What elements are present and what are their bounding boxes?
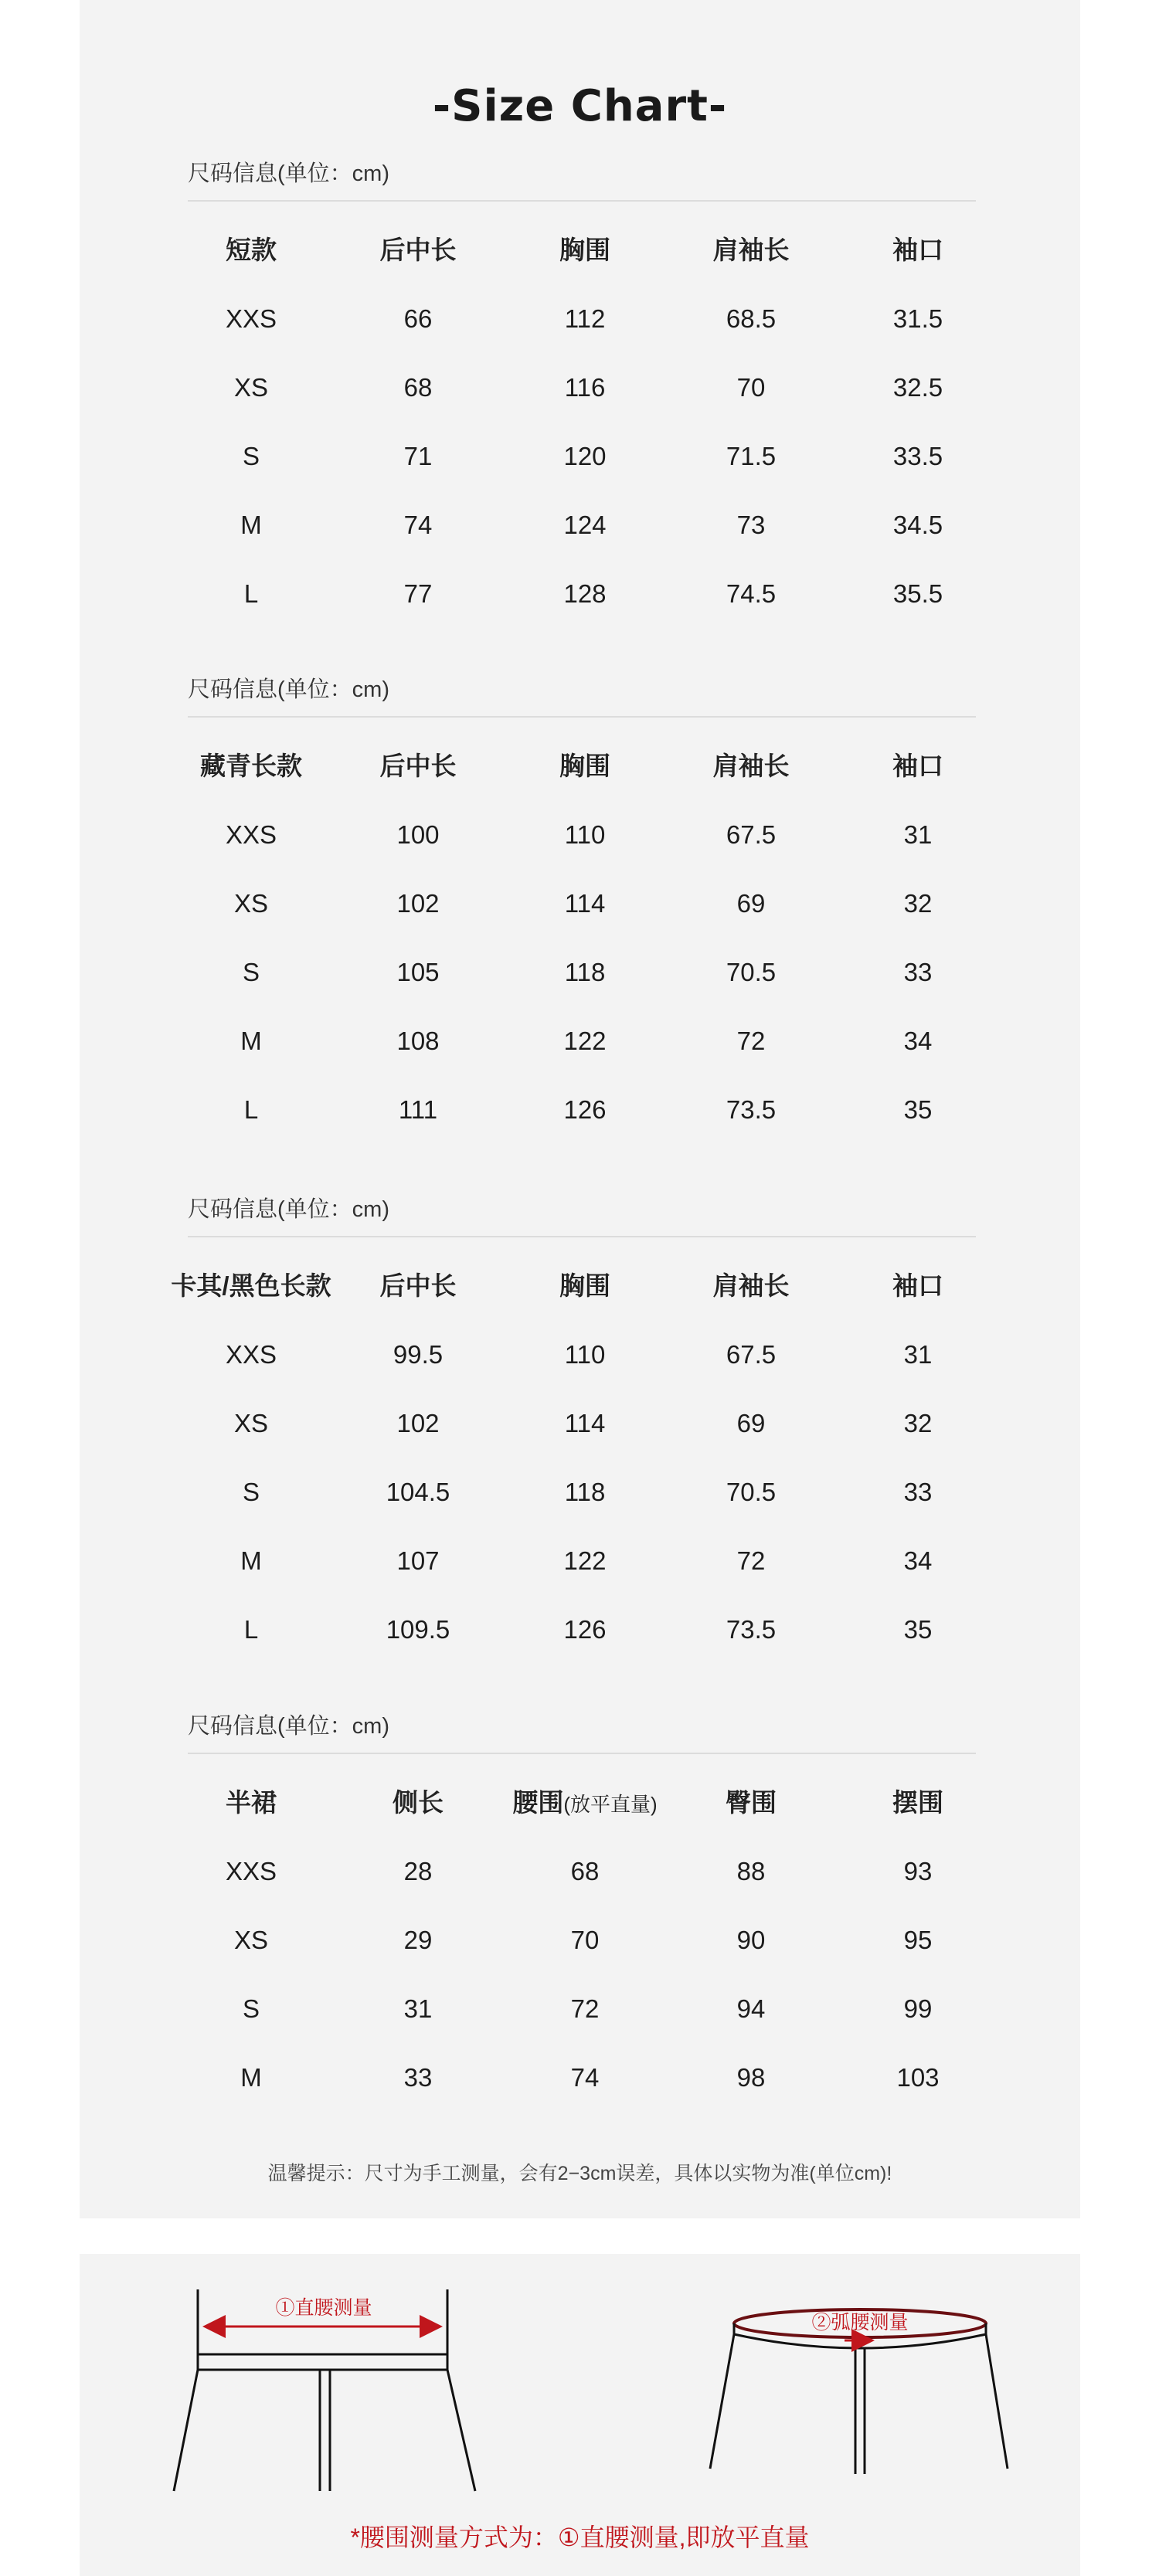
measurement-cell: 32: [903, 1409, 933, 1437]
column-header: [325, 1271, 511, 1302]
column-header: [158, 1271, 344, 1302]
measurement-cell: 67.5: [726, 1340, 777, 1369]
measurement-cell: 33: [403, 2063, 433, 2092]
column-header-label: 卡其/黑色长款: [171, 1271, 331, 1300]
column-header: [325, 1787, 511, 1818]
table-row: [80, 510, 1080, 579]
measurement-cell: 95: [903, 1926, 933, 1954]
size-label-cell: M: [240, 511, 262, 539]
column-header: [158, 751, 344, 782]
measurement-cell: 72: [736, 1546, 766, 1575]
column-header: [492, 235, 678, 266]
measurement-cell: 88: [736, 1857, 766, 1885]
column-header-note: (放平直量): [563, 1793, 658, 1816]
size-label-cell: XS: [233, 889, 269, 918]
size-label-cell: XS: [233, 373, 269, 402]
size-label-cell: XS: [233, 1409, 269, 1437]
table-row: [80, 820, 1080, 888]
measurement-cell: 73.5: [726, 1615, 777, 1644]
table-row: [80, 1994, 1080, 2062]
measurement-cell: 90: [736, 1926, 766, 1954]
column-header-label: 肩袖长: [712, 1271, 790, 1300]
measurement-cell: 126: [563, 1615, 607, 1644]
column-header: [825, 751, 1011, 782]
table-row: [80, 1339, 1080, 1408]
measurement-cell: 94: [736, 1994, 766, 2023]
measurement-cell: 128: [563, 579, 607, 608]
measurement-cell: 73.5: [726, 1095, 777, 1124]
measurement-cell: 31: [403, 1994, 433, 2023]
measurement-cell: 74.5: [726, 579, 777, 608]
measurement-cell: 35.5: [892, 579, 943, 608]
measurement-cell: 34: [903, 1027, 933, 1055]
measurement-cell: 35: [903, 1095, 933, 1124]
unit-label: 尺码信息(单位：cm): [188, 1197, 389, 1222]
measurement-cell: 74: [570, 2063, 600, 2092]
size-label-cell: S: [242, 958, 260, 986]
table-row: [80, 1546, 1080, 1614]
measurement-cell: 98: [736, 2063, 766, 2092]
measurement-cell: 114: [564, 1409, 606, 1437]
column-header: [492, 1271, 678, 1302]
measurement-note: 温馨提示：尺寸为手工测量，会有2−3cm误差，具体以实物为准(单位cm)!: [267, 2163, 892, 2184]
measurement-cell: 104.5: [386, 1478, 450, 1506]
measurement-cell: 110: [564, 1340, 606, 1369]
page-title: -Size Chart-: [432, 81, 728, 131]
table-row: [80, 1095, 1080, 1163]
table-row: [80, 1614, 1080, 1683]
column-header-label: 侧长: [393, 1788, 444, 1817]
measurement-cell: 72: [570, 1994, 600, 2023]
measurement-cell: 116: [564, 373, 606, 402]
size-label-cell: M: [240, 1546, 262, 1575]
size-label-cell: L: [243, 1615, 259, 1644]
table-row: [80, 1856, 1080, 1925]
measurement-cell: 102: [396, 889, 440, 918]
measurement-cell: 71.5: [726, 442, 777, 470]
measurement-cell: 34: [903, 1546, 933, 1575]
table-header-row: [80, 235, 1080, 304]
size-label-cell: L: [243, 579, 259, 608]
measurement-cell: 99.5: [393, 1340, 444, 1369]
waist-method-note: *腰围测量方式为：①直腰测量,即放平直量: [350, 2523, 810, 2551]
table-row: [80, 304, 1080, 372]
measurement-cell: 31: [903, 1340, 933, 1369]
size-label-cell: XXS: [225, 1340, 277, 1369]
measurement-cell: 74: [403, 511, 433, 539]
table-header-row: [80, 1271, 1080, 1339]
measurement-cell: 118: [564, 958, 606, 986]
unit-label: 尺码信息(单位：cm): [188, 677, 389, 702]
column-header-label: 肩袖长: [712, 752, 790, 780]
measurement-cell: 110: [564, 820, 606, 849]
measurement-cell: 70: [736, 373, 766, 402]
table-row: [80, 1477, 1080, 1546]
measurement-cell: 31.5: [892, 304, 943, 333]
measurement-cell: 105: [396, 958, 440, 986]
measurement-cell: 67.5: [726, 820, 777, 849]
table-row: [80, 888, 1080, 957]
size-label-cell: S: [242, 1994, 260, 2023]
measurement-cell: 118: [564, 1478, 606, 1506]
size-label-cell: M: [240, 1027, 262, 1055]
unit-label: 尺码信息(单位：cm): [188, 1714, 389, 1739]
measurement-cell: 112: [564, 304, 606, 333]
measurement-cell: 77: [403, 579, 433, 608]
table-row: [80, 441, 1080, 510]
column-header-label: 袖口: [892, 1271, 943, 1300]
measurement-cell: 32.5: [892, 373, 943, 402]
column-header: [658, 235, 844, 266]
size-table: [80, 1787, 1080, 2131]
column-header: [158, 1787, 344, 1818]
waist-measurement-diagram: [80, 2254, 1080, 2576]
column-header-label: 袖口: [892, 236, 943, 264]
table-header-row: [80, 1787, 1080, 1856]
measurement-cell: 100: [396, 820, 440, 849]
section-divider: [188, 716, 976, 718]
size-label-cell: S: [242, 442, 260, 470]
table-row: [80, 1026, 1080, 1095]
measurement-cell: 70.5: [726, 1478, 777, 1506]
size-label-cell: XS: [233, 1926, 269, 1954]
column-header: [658, 1271, 844, 1302]
table-row: [80, 957, 1080, 1026]
column-header-label: 胸围: [559, 1271, 610, 1300]
size-label-cell: XXS: [225, 820, 277, 849]
measurement-cell: 111: [398, 1095, 438, 1124]
curved-skirt-figure: [710, 2310, 1008, 2474]
measurement-cell: 73: [736, 511, 766, 539]
size-table: [80, 751, 1080, 1163]
column-header-label: 臀围: [726, 1788, 777, 1817]
column-header: [658, 751, 844, 782]
column-header-label: 藏青长款: [200, 752, 302, 780]
measurement-cell: 69: [736, 1409, 766, 1437]
column-header-label: 肩袖长: [712, 236, 790, 264]
table-row: [80, 372, 1080, 441]
measurement-cell: 68: [570, 1857, 600, 1885]
measurement-cell: 93: [903, 1857, 933, 1885]
measurement-cell: 70: [570, 1926, 600, 1954]
measurement-cell: 120: [563, 442, 607, 470]
measurement-cell: 33: [903, 1478, 933, 1506]
measurement-cell: 31: [903, 820, 933, 849]
section-divider: [188, 200, 976, 202]
column-header-label: 后中长: [379, 236, 457, 264]
size-table: [80, 235, 1080, 647]
measurement-cell: 66: [403, 304, 433, 333]
measurement-cell: 32: [903, 889, 933, 918]
measurement-cell: 69: [736, 889, 766, 918]
column-header: [158, 235, 344, 266]
column-header-label: 胸围: [559, 752, 610, 780]
measurement-cell: 107: [396, 1546, 440, 1575]
measurement-cell: 109.5: [386, 1615, 450, 1644]
measurement-cell: 122: [563, 1027, 607, 1055]
column-header: [492, 1787, 678, 1820]
measurement-cell: 68.5: [726, 304, 777, 333]
measurement-cell: 70.5: [726, 958, 777, 986]
column-header: [492, 751, 678, 782]
measurement-cell: 102: [396, 1409, 440, 1437]
column-header: [825, 235, 1011, 266]
column-header: [325, 751, 511, 782]
measurement-cell: 33: [903, 958, 933, 986]
measurement-cell: 71: [403, 442, 433, 470]
column-header: [325, 235, 511, 266]
measurement-cell: 126: [563, 1095, 607, 1124]
table-row: [80, 579, 1080, 647]
table-row: [80, 1925, 1080, 1994]
column-header-label: 胸围: [559, 236, 610, 264]
curved-waist-label: ②弧腰测量: [811, 2312, 909, 2333]
size-label-cell: XXS: [225, 1857, 277, 1885]
table-row: [80, 1408, 1080, 1477]
column-header-label: 袖口: [892, 752, 943, 780]
column-header: [825, 1787, 1011, 1818]
measurement-cell: 99: [903, 1994, 933, 2023]
table-header-row: [80, 751, 1080, 820]
measurement-cell: 103: [896, 2063, 940, 2092]
measurement-cell: 114: [564, 889, 606, 918]
measurement-cell: 108: [396, 1027, 440, 1055]
column-header-label: 摆围: [892, 1788, 943, 1817]
straight-skirt-figure: [174, 2289, 475, 2491]
column-header-label: 半裙: [226, 1788, 277, 1817]
size-chart-panel: [80, 0, 1080, 2218]
column-header-label: 后中长: [379, 752, 457, 780]
size-label-cell: S: [242, 1478, 260, 1506]
unit-label: 尺码信息(单位：cm): [188, 161, 389, 186]
measurement-cell: 34.5: [892, 511, 943, 539]
measurement-cell: 72: [736, 1027, 766, 1055]
measurement-cell: 35: [903, 1615, 933, 1644]
measurement-cell: 29: [403, 1926, 433, 1954]
column-header: [658, 1787, 844, 1818]
column-header: [825, 1271, 1011, 1302]
column-header-label: 短款: [226, 236, 277, 264]
measurement-cell: 122: [563, 1546, 607, 1575]
measurement-cell: 28: [403, 1857, 433, 1885]
section-divider: [188, 1753, 976, 1754]
size-label-cell: M: [240, 2063, 262, 2092]
section-divider: [188, 1236, 976, 1237]
size-label-cell: L: [243, 1095, 259, 1124]
table-row: [80, 2062, 1080, 2131]
measurement-cell: 124: [563, 511, 607, 539]
size-label-cell: XXS: [225, 304, 277, 333]
size-table: [80, 1271, 1080, 1683]
column-header-label: 后中长: [379, 1271, 457, 1300]
straight-waist-label: ①直腰测量: [275, 2297, 372, 2319]
column-header-label: 腰围: [512, 1788, 564, 1817]
measurement-cell: 33.5: [892, 442, 943, 470]
measurement-cell: 68: [403, 373, 433, 402]
